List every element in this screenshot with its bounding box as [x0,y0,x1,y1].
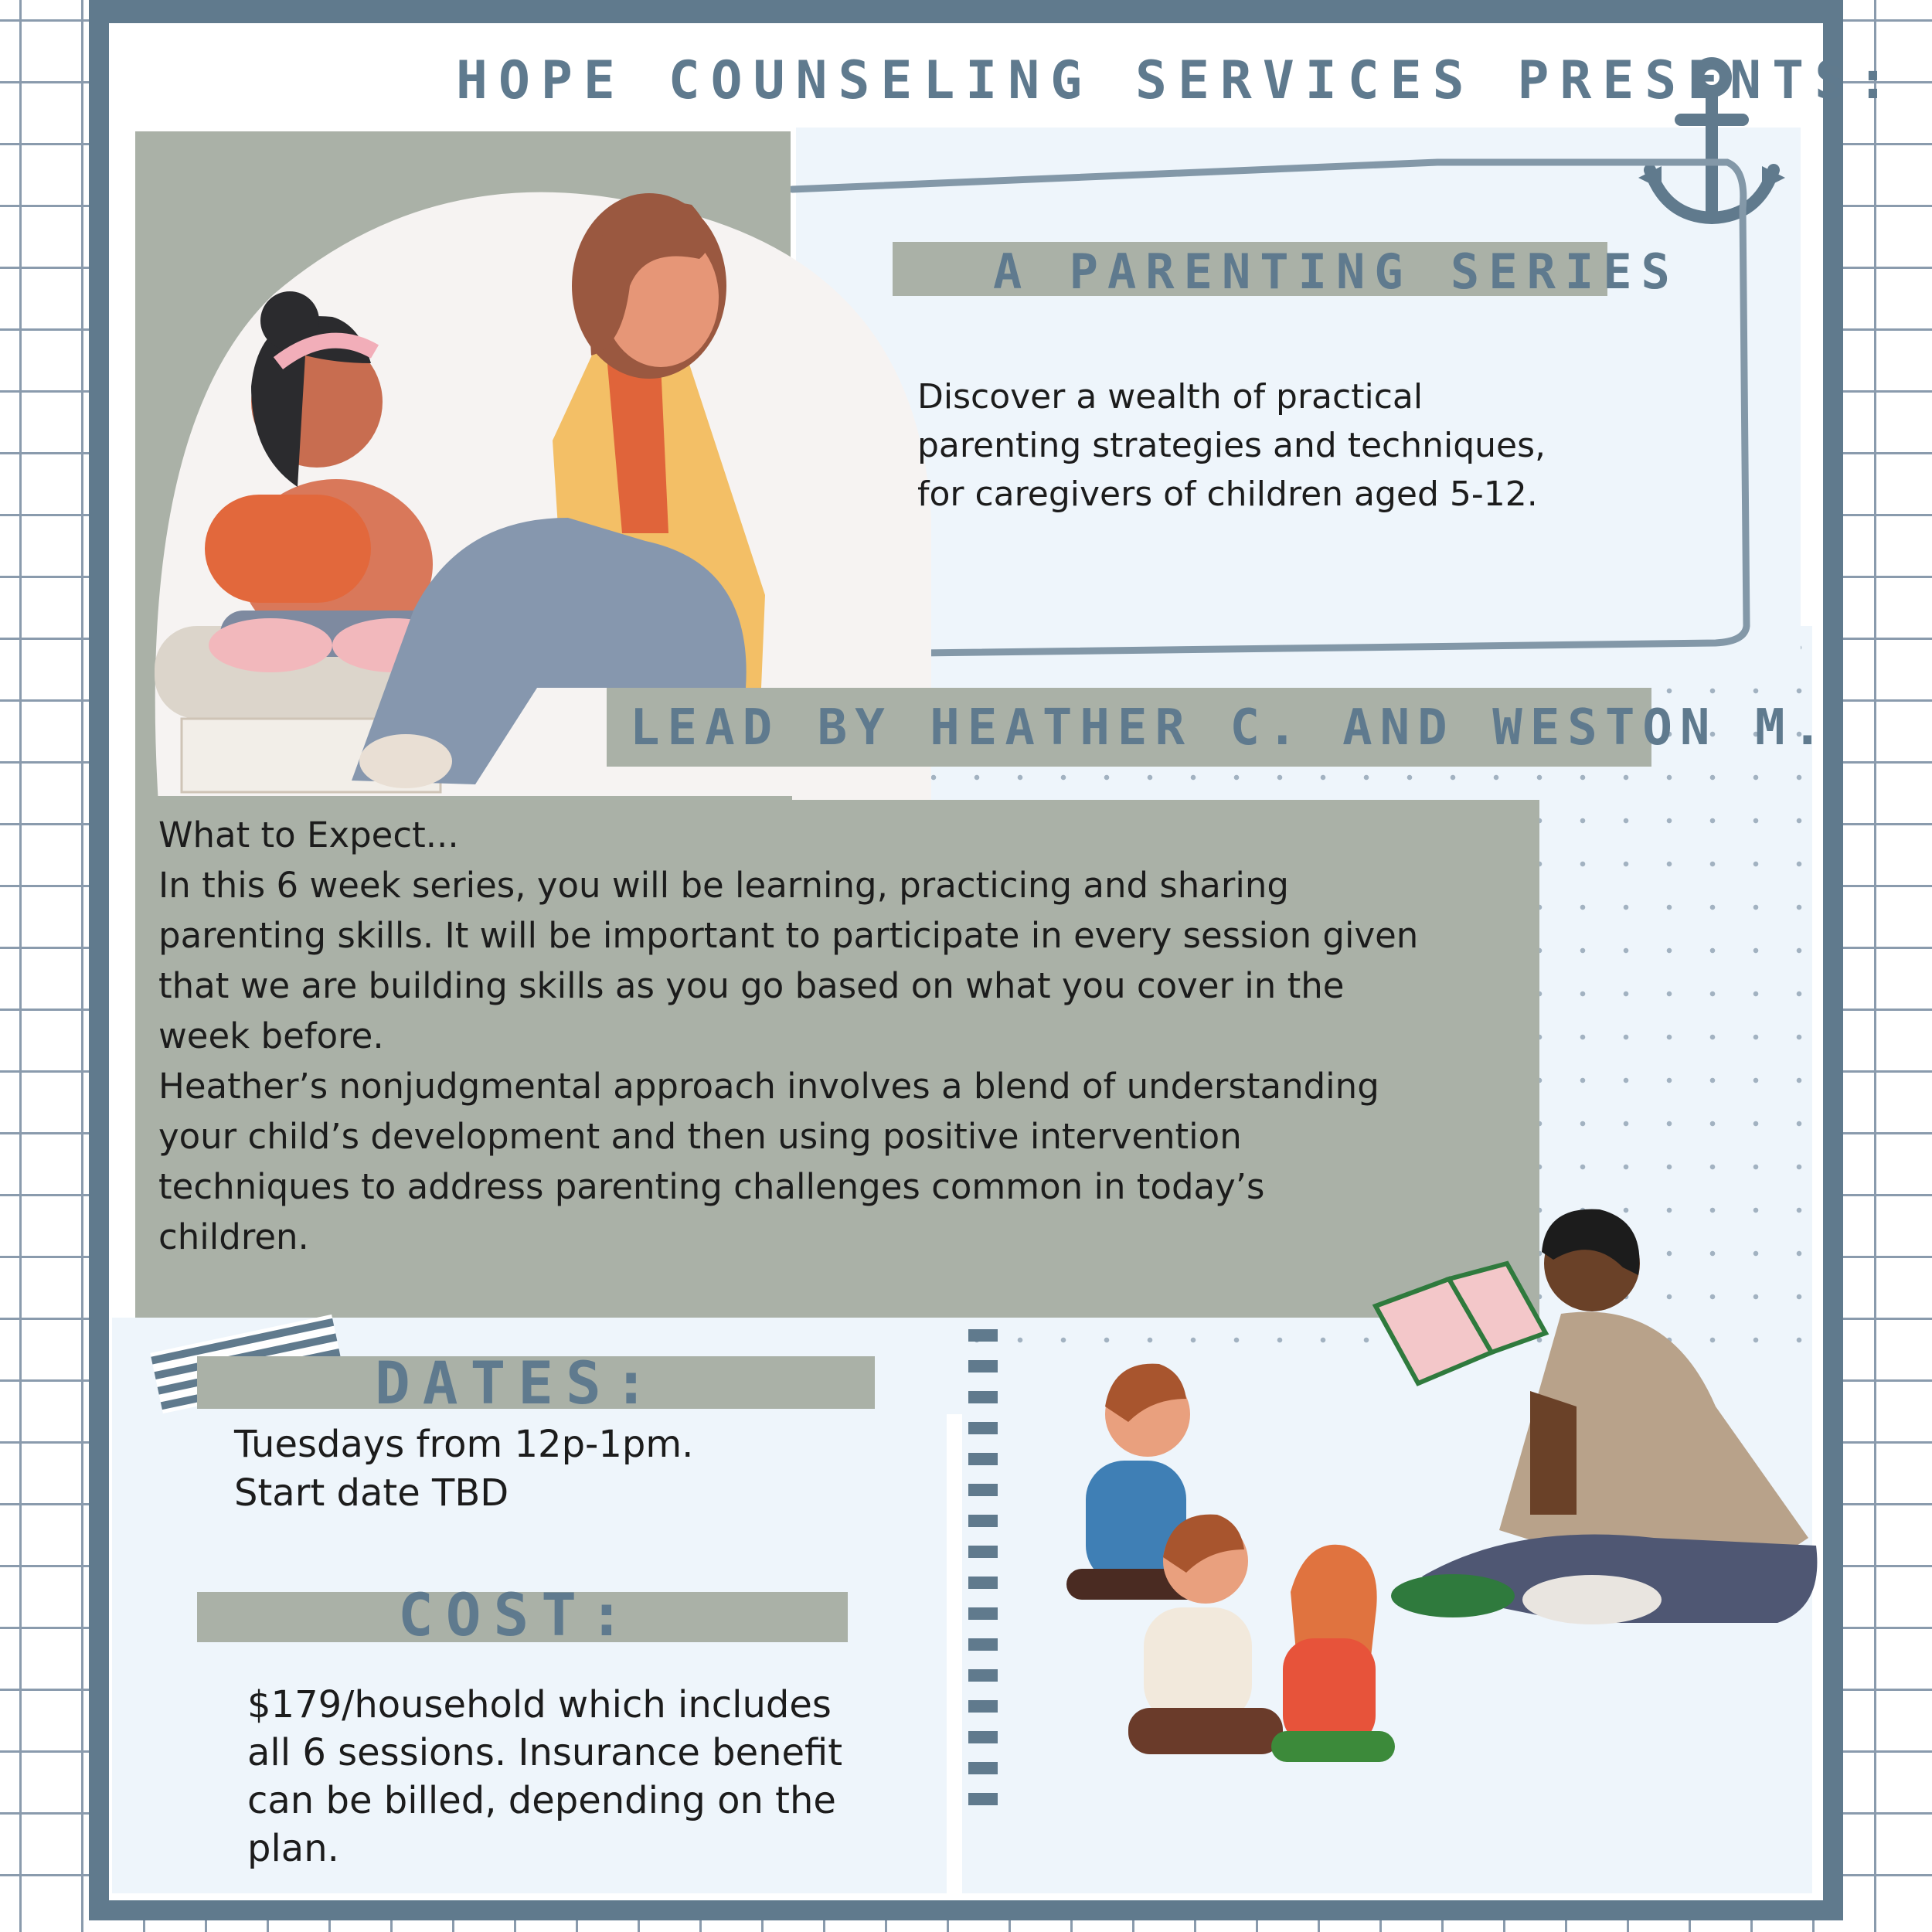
notebook-binding-decoration [962,1329,1001,1832]
cost-line: $179/household which includes [247,1683,832,1726]
series-title: A PARENTING SERIES [993,243,1679,300]
dates-text [234,1420,693,1518]
expect-panel-tab [135,796,792,804]
cost-line: can be billed, depending on the [247,1779,836,1822]
expect-line: parenting skills. It will be important to participate in every session given [158,915,1419,956]
expect-line: your child’s development and then using positive intervention [158,1116,1242,1157]
expect-heading: What to Expect... [158,815,459,855]
expect-text [158,810,1549,1262]
cost-line: plan. [247,1827,339,1870]
cost-heading: COST: [398,1580,637,1649]
cost-text [247,1681,842,1872]
dates-heading: DATES: [375,1349,662,1417]
dates-line: Start date TBD [234,1471,509,1515]
presenter-title: HOPE COUNSELING SERVICES PRESENTS: [456,50,1900,111]
series-description [917,372,1613,519]
expect-line: children. [158,1216,309,1257]
expect-line: that we are building skills as you go based on what you cover in the [158,965,1345,1006]
description-line: for caregivers of children aged 5-12. [917,474,1538,514]
expect-line: week before. [158,1015,384,1056]
dates-line: Tuesdays from 12p-1pm. [234,1423,694,1466]
reading-illustration [1036,1206,1824,1824]
cost-line: all 6 sessions. Insurance benefit [247,1731,843,1774]
expect-line: Heather’s nonjudgmental approach involves a blend of understanding [158,1066,1379,1107]
leaders-title: LEAD BY HEATHER C. AND WESTON M. [630,699,1830,757]
expect-line: In this 6 week series, you will be learning, practicing and sharing [158,865,1289,906]
expect-line: techniques to address parenting challenges common in today’s [158,1166,1265,1207]
description-line: Discover a wealth of practical [917,377,1423,417]
description-line: parenting strategies and techniques, [917,426,1546,465]
